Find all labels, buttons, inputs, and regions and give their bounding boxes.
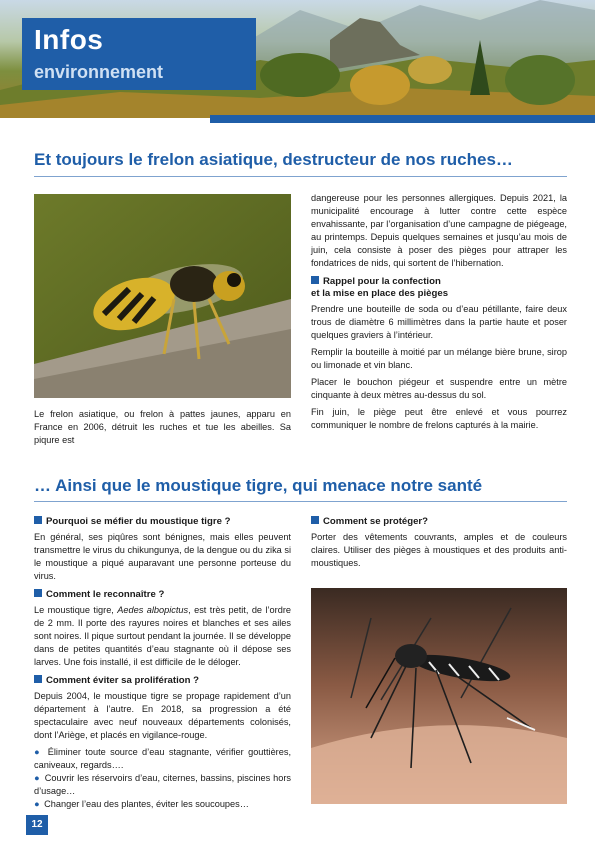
square-bullet-icon (34, 516, 42, 524)
list-item: ● Changer l’eau des plantes, éviter les soucoupes… (34, 799, 249, 809)
section-title-moustique: … Ainsi que le moustique tigre, qui menace notre santé (34, 476, 483, 495)
subhead-trap: Rappel pour la confection et la mise en place des pièges (311, 276, 449, 299)
bullet-dot-icon: ● (34, 799, 40, 809)
section-title-frelon: Et toujours le frelon asiatique, destructeur de nos ruches… (34, 150, 513, 169)
why-text: En général, ses piqûres sont bénignes, mais elles peuvent transmettre le virus du chikungunya, de la dengue ou du zika si le moustique a piqué auparavant une personne porteuse du virus. (34, 532, 291, 581)
header-accent-bar (210, 115, 595, 123)
header-subtitle: environnement (34, 62, 164, 82)
prevent-text: Depuis 2004, le moustique tigre se propage rapidement d’un département à l’autre. En 2018, sa progression a été spectaculaire avec neuf nouveaux départements colonisés, dont l’Ariège, et placés en vigilance-rouge. (34, 691, 291, 740)
trap-step-4: Fin juin, le piège peut être enlevé et vous pourrez communiquer le nombre de frelons capturés à la mairie. (311, 407, 567, 430)
square-bullet-icon (311, 516, 319, 524)
square-bullet-icon (34, 675, 42, 683)
bullet-dot-icon: ● (34, 747, 42, 757)
hornet-caption (34, 408, 291, 451)
hornet-photo (34, 194, 291, 398)
list-item: ● Couvrir les réservoirs d’eau, citernes, bassins, piscines hors d’usage… (34, 773, 291, 796)
protect-text: Porter des vêtements couvrants, amples et de couleurs claires. Utiliser des pièges à moustiques et des produits anti-moustiques. (311, 532, 567, 568)
header-banner (0, 0, 595, 118)
subhead-recognize: Comment le reconnaître ? (34, 589, 291, 601)
square-bullet-icon (34, 589, 42, 597)
subhead-protect: Comment se protéger? (311, 516, 567, 528)
section-divider (34, 501, 567, 502)
list-item: ● Éliminer toute source d’eau stagnante, vérifier gouttières, caniveaux, regards…. (34, 747, 291, 770)
trap-step-1: Prendre une bouteille de soda ou d’eau pétillante, faire deux trous de diamètre 6 millimètres dans la partie haute et poser quelques graviers à l’intérieur. (311, 304, 567, 340)
hornet-intro: dangereuse pour les personnes allergiques. Depuis 2021, la municipalité encourage à lutter contre cette espèce envahissante, par l’organisation d’une campagne de piégeage, au printemps. Depuis quelques semaines et jusqu’au mois de juin, cela consiste à poser des pièges pour attraper les fondatrices de nids, qui sortent de l’hibernation. (311, 193, 567, 268)
subhead-why: Pourquoi se méfier du moustique tigre ? (34, 516, 291, 528)
mosquito-photo (311, 588, 567, 804)
header-title: Infos (34, 24, 104, 55)
section-divider (34, 176, 567, 177)
mosquito-left-column (34, 516, 291, 811)
subhead-prevent: Comment éviter sa prolifération ? (34, 675, 291, 687)
square-bullet-icon (311, 276, 319, 284)
hornet-right-column (311, 192, 567, 436)
trap-step-2: Remplir la bouteille à moitié par un mélange bière brune, sirop ou limonade et vin blanc. (311, 347, 567, 370)
bullet-dot-icon: ● (34, 773, 40, 783)
page-number: 12 (26, 815, 48, 835)
mosquito-right-column (311, 516, 567, 574)
trap-step-3: Placer le bouchon piégeur et suspendre entre un mètre cinquante à deux mètres au-dessus du sol. (311, 377, 567, 400)
recognize-text: Le moustique tigre, Aedes albopictus, est très petit, de l’ordre de 2 mm. Il porte des rayures noires et blanches et ses ailes sont noires. Il pique surtout pendant la journée. Il se développe dans de petites quantités d’eau stagnante où il dépose ses larves. Une fois installé, il est difficile de le déloger. (34, 605, 291, 667)
caption-text: Le frelon asiatique, ou frelon à pattes jaunes, apparu en France en 2006, détruit les ruches et tue les abeilles. Sa piqure est (34, 409, 291, 445)
